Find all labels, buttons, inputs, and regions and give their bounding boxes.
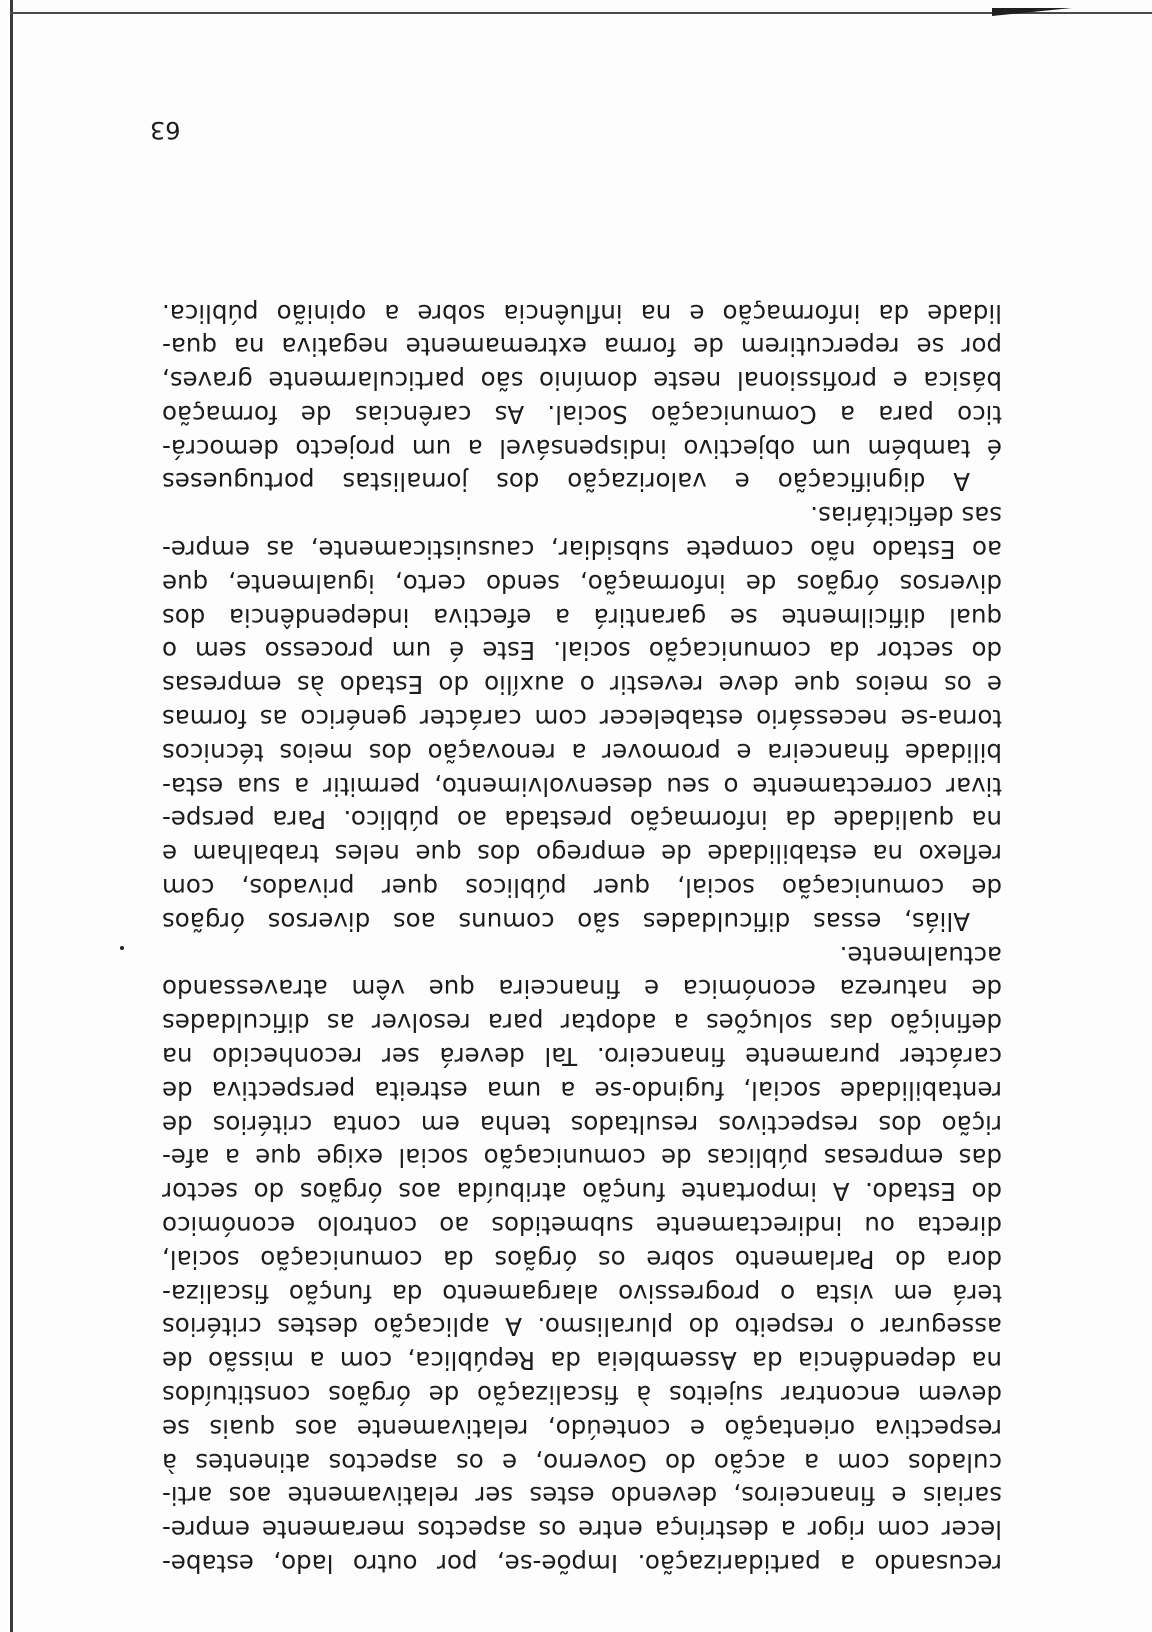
text-line: das empresas públicas de comunicação social exige que a afe- (162, 1143, 1002, 1173)
text-line: diversos órgãos de informação, sendo certo, igualmente, que (162, 568, 1002, 598)
text-line: do sector da comunicação social. Este é um processo sem o (162, 636, 1002, 666)
text-line: recusando a partidarização. Impõe-se, por outro lado, estabe- (162, 1549, 1002, 1578)
text-line: definição das soluções a adoptar para resolver as dificuldades (162, 1008, 1002, 1038)
text-line: rição dos respectivos resultados tenha em conta critérios de (162, 1109, 1002, 1139)
text-line: do Estado. A importante função atribuída aos órgãos do sector (162, 1177, 1002, 1207)
text-line: assegurar o respeito do pluralismo. A aplicação destes critérios (162, 1312, 1002, 1342)
text-line: actualmente. (839, 940, 1002, 970)
text-line: qual dificilmente se garantirá a efectiva independência dos (162, 602, 1002, 632)
text-line: na qualidade da informação prestada ao público. Para perspe- (162, 805, 1002, 835)
text-line: lecer com rigor a destrinça entre os aspectos meramente empre- (162, 1515, 1002, 1545)
text-line: por se repercutirem de forma extremamente negativa na qua- (162, 332, 1002, 362)
body-text (162, 296, 1002, 1580)
text-line: reflexo na estabilidade de emprego dos que neles trabalham e (162, 839, 1002, 869)
text-line: A dignificação e valorização dos jornalistas portugueses (162, 467, 970, 497)
text-line: Aliás, essas dificuldades são comuns aos diversos órgãos (162, 906, 970, 936)
text-line: na dependência da Assembleia da República, com a missão de (162, 1346, 1002, 1376)
text-line: culados com a acção do Governo, e os aspectos atinentes à (162, 1447, 1002, 1477)
text-line: carácter puramente financeiro. Tal deverá ser reconhecido na (162, 1042, 1002, 1072)
scan-edge-shadow (10, 0, 13, 1632)
text-line: terá em vista o progressivo alargamento da função fiscaliza- (162, 1278, 1002, 1308)
page-number: 63 (150, 116, 181, 144)
text-line: é também um objectivo indispensável a um projecto democrá- (162, 433, 1002, 463)
text-line: rentabilidade social, fugindo-se a uma estreita perspectiva de (162, 1075, 1002, 1105)
text-line: respectiva orientação e conteúdo, relativamente aos quais se (162, 1413, 1002, 1443)
scan-speck (120, 946, 124, 950)
text-line: tivar correctamente o seu desenvolvimento, permitir a sua esta- (162, 771, 1002, 801)
text-line: de natureza económica e financeira que vêm atravessando (162, 974, 1002, 1004)
text-line: sariais e financeiros, devendo estes ser relativamente aos arti- (162, 1481, 1002, 1511)
text-line: bilidade financeira e promover a renovação dos meios técnicos (162, 737, 1002, 767)
text-line: torna-se necessário estabelecer com carácter genérico as formas (162, 704, 1002, 734)
text-line: dora do Parlamento sobre os órgãos da comunicação social, (162, 1244, 1002, 1274)
text-line: directa ou indirectamente submetidos ao controlo económico (162, 1211, 1002, 1241)
text-line: devem encontrar sujeitos à fiscalização de órgãos constituídos (162, 1380, 1002, 1410)
text-line: básica e profissional neste domínio são particularmente graves, (162, 366, 1002, 396)
scan-edge-line (10, 12, 1152, 14)
text-line: e os meios que deve revestir o auxílio do Estado às empresas (162, 670, 1002, 700)
text-line: ao Estado não compete subsidiar, causuisticamente, as empre- (162, 535, 1002, 565)
text-line: lidade da informação e na influência sobre a opinião pública. (162, 298, 1002, 328)
text-line: tico para a Comunicação Social. As carências de formação (162, 399, 1002, 429)
scan-edge-corner (992, 8, 1152, 16)
text-line: de comunicação social, quer públicos quer privados, com (162, 873, 1002, 903)
text-line: sas deficitárias. (810, 501, 1002, 531)
